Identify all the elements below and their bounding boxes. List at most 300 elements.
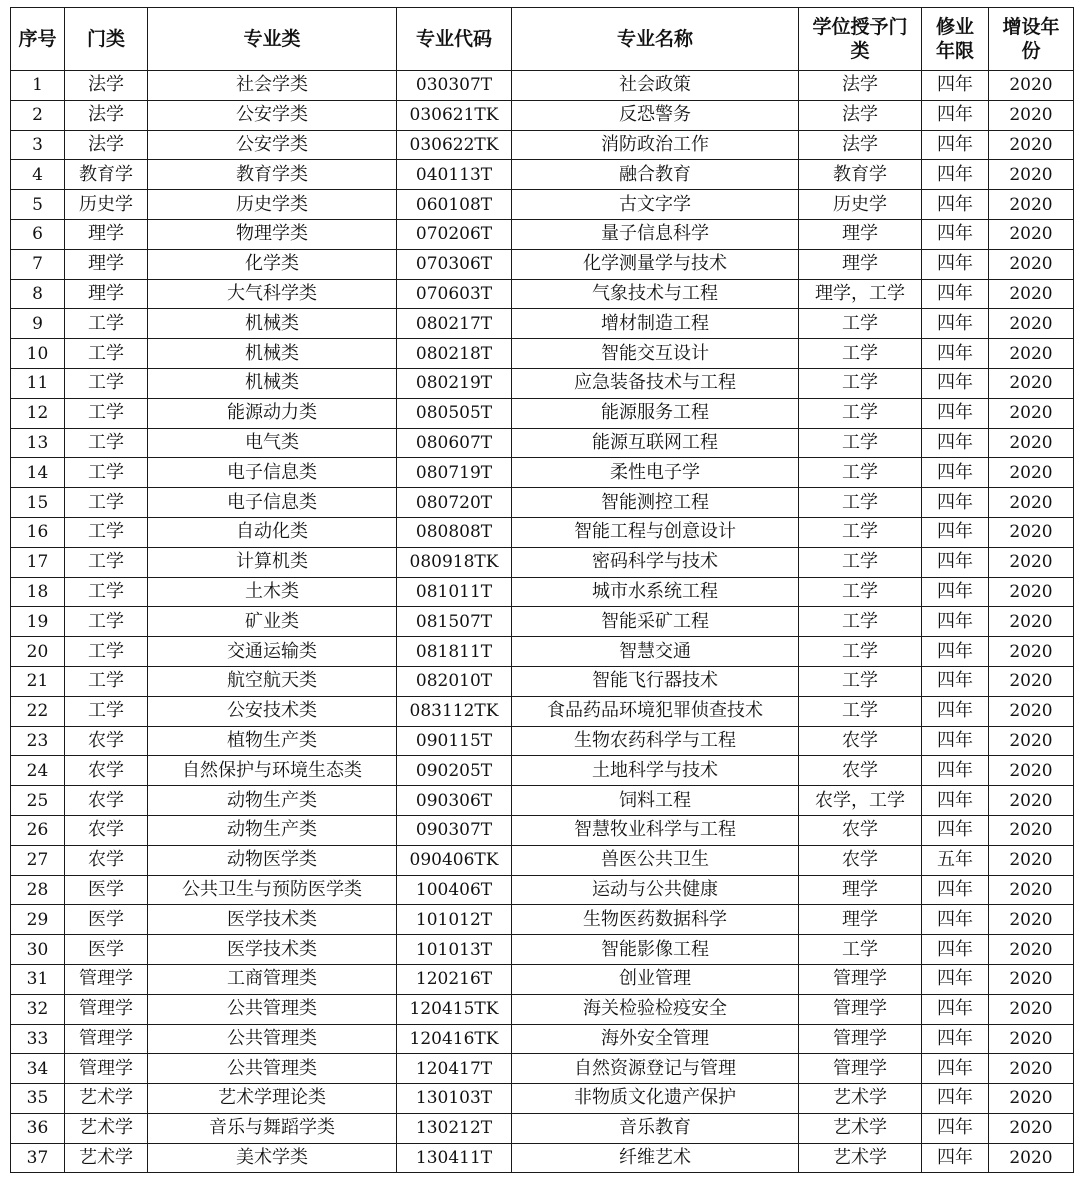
cell-degree-category: 工学 [799, 488, 922, 518]
cell-index: 31 [11, 964, 65, 994]
cell-discipline: 工学 [65, 637, 148, 667]
cell-major-class: 公共管理类 [148, 1024, 397, 1054]
cell-discipline: 历史学 [65, 190, 148, 220]
cell-degree-category: 农学，工学 [799, 786, 922, 816]
cell-degree-category: 工学 [799, 428, 922, 458]
cell-added-year: 2020 [989, 517, 1074, 547]
cell-degree-category: 工学 [799, 637, 922, 667]
cell-added-year: 2020 [989, 935, 1074, 965]
cell-degree-category: 工学 [799, 607, 922, 637]
cell-discipline: 农学 [65, 726, 148, 756]
cell-major-class: 历史学类 [148, 190, 397, 220]
cell-major-name: 社会政策 [512, 71, 799, 101]
table-row [11, 935, 1074, 965]
cell-added-year: 2020 [989, 1143, 1074, 1173]
table-row [11, 160, 1074, 190]
cell-study-years: 四年 [922, 905, 989, 935]
cell-index: 9 [11, 309, 65, 339]
cell-index: 4 [11, 160, 65, 190]
cell-major-code: 070306T [397, 249, 512, 279]
cell-major-class: 动物生产类 [148, 786, 397, 816]
cell-index: 7 [11, 249, 65, 279]
cell-index: 11 [11, 368, 65, 398]
cell-study-years: 四年 [922, 1054, 989, 1084]
cell-discipline: 理学 [65, 219, 148, 249]
cell-degree-category: 艺术学 [799, 1113, 922, 1143]
cell-degree-category: 理学，工学 [799, 279, 922, 309]
cell-major-class: 土木类 [148, 577, 397, 607]
cell-major-name: 纤维艺术 [512, 1143, 799, 1173]
cell-study-years: 四年 [922, 1084, 989, 1114]
cell-major-code: 090205T [397, 756, 512, 786]
cell-added-year: 2020 [989, 309, 1074, 339]
cell-degree-category: 工学 [799, 339, 922, 369]
table-row [11, 458, 1074, 488]
cell-major-class: 自然保护与环境生态类 [148, 756, 397, 786]
cell-degree-category: 工学 [799, 577, 922, 607]
cell-study-years: 四年 [922, 71, 989, 101]
cell-major-name: 创业管理 [512, 964, 799, 994]
cell-index: 15 [11, 488, 65, 518]
table-row [11, 666, 1074, 696]
cell-major-name: 食品药品环境犯罪侦查技术 [512, 696, 799, 726]
cell-degree-category: 工学 [799, 935, 922, 965]
cell-study-years: 四年 [922, 339, 989, 369]
cell-study-years: 四年 [922, 577, 989, 607]
cell-major-code: 101013T [397, 935, 512, 965]
cell-major-code: 030621TK [397, 100, 512, 130]
cell-study-years: 四年 [922, 100, 989, 130]
cell-index: 8 [11, 279, 65, 309]
cell-major-class: 化学类 [148, 249, 397, 279]
table-row [11, 786, 1074, 816]
cell-major-class: 公安学类 [148, 130, 397, 160]
cell-added-year: 2020 [989, 368, 1074, 398]
cell-index: 20 [11, 637, 65, 667]
cell-degree-category: 工学 [799, 309, 922, 339]
header-cell-major-code: 专业代码 [397, 8, 512, 71]
cell-major-code: 080505T [397, 398, 512, 428]
table-row [11, 994, 1074, 1024]
cell-study-years: 四年 [922, 726, 989, 756]
table-row [11, 71, 1074, 101]
table-header-row [11, 8, 1074, 71]
cell-discipline: 工学 [65, 666, 148, 696]
cell-major-class: 公共管理类 [148, 994, 397, 1024]
cell-degree-category: 农学 [799, 756, 922, 786]
cell-study-years: 四年 [922, 935, 989, 965]
cell-index: 14 [11, 458, 65, 488]
cell-index: 2 [11, 100, 65, 130]
cell-degree-category: 理学 [799, 905, 922, 935]
cell-added-year: 2020 [989, 279, 1074, 309]
cell-added-year: 2020 [989, 190, 1074, 220]
cell-study-years: 四年 [922, 696, 989, 726]
cell-major-code: 090406TK [397, 845, 512, 875]
cell-major-name: 增材制造工程 [512, 309, 799, 339]
cell-index: 25 [11, 786, 65, 816]
cell-study-years: 四年 [922, 815, 989, 845]
cell-added-year: 2020 [989, 100, 1074, 130]
table-row [11, 815, 1074, 845]
cell-index: 33 [11, 1024, 65, 1054]
cell-major-name: 智能交互设计 [512, 339, 799, 369]
cell-major-name: 土地科学与技术 [512, 756, 799, 786]
cell-major-name: 智能飞行器技术 [512, 666, 799, 696]
cell-major-code: 090115T [397, 726, 512, 756]
cell-major-name: 能源服务工程 [512, 398, 799, 428]
cell-index: 10 [11, 339, 65, 369]
header-cell-degree-category: 学位授予门类 [799, 8, 922, 71]
cell-added-year: 2020 [989, 607, 1074, 637]
cell-index: 1 [11, 71, 65, 101]
cell-degree-category: 管理学 [799, 964, 922, 994]
cell-major-code: 100406T [397, 875, 512, 905]
cell-major-class: 电子信息类 [148, 488, 397, 518]
header-cell-discipline: 门类 [65, 8, 148, 71]
cell-major-code: 090306T [397, 786, 512, 816]
cell-index: 30 [11, 935, 65, 965]
cell-major-code: 070206T [397, 219, 512, 249]
cell-major-code: 080808T [397, 517, 512, 547]
cell-added-year: 2020 [989, 458, 1074, 488]
cell-degree-category: 农学 [799, 815, 922, 845]
cell-degree-category: 理学 [799, 875, 922, 905]
cell-major-class: 公共卫生与预防医学类 [148, 875, 397, 905]
cell-degree-category: 工学 [799, 547, 922, 577]
cell-study-years: 四年 [922, 994, 989, 1024]
cell-major-code: 120417T [397, 1054, 512, 1084]
cell-major-code: 080219T [397, 368, 512, 398]
cell-study-years: 四年 [922, 368, 989, 398]
cell-major-class: 矿业类 [148, 607, 397, 637]
cell-major-class: 计算机类 [148, 547, 397, 577]
cell-major-code: 083112TK [397, 696, 512, 726]
cell-major-class: 航空航天类 [148, 666, 397, 696]
cell-index: 36 [11, 1113, 65, 1143]
cell-major-class: 工商管理类 [148, 964, 397, 994]
cell-study-years: 四年 [922, 249, 989, 279]
cell-added-year: 2020 [989, 1024, 1074, 1054]
cell-added-year: 2020 [989, 666, 1074, 696]
cell-major-code: 101012T [397, 905, 512, 935]
cell-major-name: 智能影像工程 [512, 935, 799, 965]
table-row [11, 637, 1074, 667]
cell-added-year: 2020 [989, 905, 1074, 935]
cell-index: 28 [11, 875, 65, 905]
cell-added-year: 2020 [989, 398, 1074, 428]
cell-major-name: 融合教育 [512, 160, 799, 190]
cell-major-code: 070603T [397, 279, 512, 309]
cell-discipline: 工学 [65, 488, 148, 518]
cell-major-code: 080218T [397, 339, 512, 369]
table-row [11, 547, 1074, 577]
cell-major-class: 机械类 [148, 339, 397, 369]
cell-major-class: 社会学类 [148, 71, 397, 101]
cell-discipline: 艺术学 [65, 1084, 148, 1114]
cell-major-class: 植物生产类 [148, 726, 397, 756]
table-row [11, 368, 1074, 398]
cell-added-year: 2020 [989, 547, 1074, 577]
header-cell-major-class: 专业类 [148, 8, 397, 71]
table-row [11, 964, 1074, 994]
cell-study-years: 四年 [922, 130, 989, 160]
cell-major-name: 智慧牧业科学与工程 [512, 815, 799, 845]
cell-added-year: 2020 [989, 1084, 1074, 1114]
cell-added-year: 2020 [989, 428, 1074, 458]
cell-degree-category: 工学 [799, 458, 922, 488]
cell-major-name: 非物质文化遗产保护 [512, 1084, 799, 1114]
table-row [11, 428, 1074, 458]
table-row [11, 1054, 1074, 1084]
cell-major-code: 081507T [397, 607, 512, 637]
cell-added-year: 2020 [989, 577, 1074, 607]
cell-discipline: 管理学 [65, 1054, 148, 1084]
cell-added-year: 2020 [989, 1113, 1074, 1143]
header-cell-added-year: 增设年份 [989, 8, 1074, 71]
cell-major-name: 生物农药科学与工程 [512, 726, 799, 756]
cell-study-years: 五年 [922, 845, 989, 875]
cell-added-year: 2020 [989, 786, 1074, 816]
cell-major-code: 080217T [397, 309, 512, 339]
cell-degree-category: 管理学 [799, 994, 922, 1024]
table-row [11, 696, 1074, 726]
header-cell-study-years: 修业年限 [922, 8, 989, 71]
cell-discipline: 工学 [65, 398, 148, 428]
cell-major-class: 公安学类 [148, 100, 397, 130]
cell-study-years: 四年 [922, 666, 989, 696]
cell-degree-category: 艺术学 [799, 1084, 922, 1114]
cell-major-name: 生物医药数据科学 [512, 905, 799, 935]
cell-degree-category: 法学 [799, 71, 922, 101]
cell-degree-category: 历史学 [799, 190, 922, 220]
cell-major-class: 动物医学类 [148, 845, 397, 875]
cell-study-years: 四年 [922, 190, 989, 220]
cell-major-code: 081011T [397, 577, 512, 607]
header-cell-major-name: 专业名称 [512, 8, 799, 71]
cell-discipline: 理学 [65, 249, 148, 279]
cell-discipline: 工学 [65, 696, 148, 726]
table-row [11, 726, 1074, 756]
cell-study-years: 四年 [922, 517, 989, 547]
table-row [11, 1143, 1074, 1173]
cell-added-year: 2020 [989, 219, 1074, 249]
cell-added-year: 2020 [989, 249, 1074, 279]
cell-discipline: 工学 [65, 309, 148, 339]
table-row [11, 190, 1074, 220]
cell-index: 3 [11, 130, 65, 160]
cell-major-code: 080918TK [397, 547, 512, 577]
cell-major-class: 教育学类 [148, 160, 397, 190]
cell-index: 29 [11, 905, 65, 935]
cell-major-code: 090307T [397, 815, 512, 845]
cell-study-years: 四年 [922, 1143, 989, 1173]
cell-study-years: 四年 [922, 547, 989, 577]
header-cell-index: 序号 [11, 8, 65, 71]
cell-major-code: 120415TK [397, 994, 512, 1024]
table-row [11, 577, 1074, 607]
cell-index: 17 [11, 547, 65, 577]
cell-degree-category: 工学 [799, 696, 922, 726]
cell-major-code: 082010T [397, 666, 512, 696]
cell-added-year: 2020 [989, 994, 1074, 1024]
cell-study-years: 四年 [922, 637, 989, 667]
cell-discipline: 法学 [65, 100, 148, 130]
cell-discipline: 医学 [65, 905, 148, 935]
cell-major-name: 运动与公共健康 [512, 875, 799, 905]
cell-major-code: 030622TK [397, 130, 512, 160]
cell-added-year: 2020 [989, 696, 1074, 726]
cell-study-years: 四年 [922, 1113, 989, 1143]
table-row [11, 219, 1074, 249]
cell-added-year: 2020 [989, 130, 1074, 160]
cell-major-class: 机械类 [148, 309, 397, 339]
cell-major-class: 物理学类 [148, 219, 397, 249]
cell-major-code: 080719T [397, 458, 512, 488]
cell-discipline: 农学 [65, 815, 148, 845]
table-row [11, 249, 1074, 279]
table-body [11, 71, 1074, 1173]
cell-major-class: 美术学类 [148, 1143, 397, 1173]
table-row [11, 339, 1074, 369]
cell-discipline: 农学 [65, 786, 148, 816]
cell-study-years: 四年 [922, 458, 989, 488]
cell-discipline: 工学 [65, 577, 148, 607]
cell-study-years: 四年 [922, 309, 989, 339]
cell-index: 16 [11, 517, 65, 547]
cell-major-name: 气象技术与工程 [512, 279, 799, 309]
cell-major-name: 音乐教育 [512, 1113, 799, 1143]
cell-added-year: 2020 [989, 815, 1074, 845]
cell-major-class: 电子信息类 [148, 458, 397, 488]
table-row [11, 279, 1074, 309]
cell-added-year: 2020 [989, 875, 1074, 905]
cell-index: 5 [11, 190, 65, 220]
table-row [11, 1084, 1074, 1114]
cell-added-year: 2020 [989, 726, 1074, 756]
cell-added-year: 2020 [989, 488, 1074, 518]
cell-major-name: 海外安全管理 [512, 1024, 799, 1054]
cell-major-name: 城市水系统工程 [512, 577, 799, 607]
cell-major-name: 柔性电子学 [512, 458, 799, 488]
table-row [11, 488, 1074, 518]
cell-discipline: 工学 [65, 368, 148, 398]
cell-degree-category: 工学 [799, 517, 922, 547]
cell-index: 27 [11, 845, 65, 875]
cell-discipline: 管理学 [65, 994, 148, 1024]
table-row [11, 905, 1074, 935]
table-row [11, 517, 1074, 547]
cell-major-name: 兽医公共卫生 [512, 845, 799, 875]
cell-degree-category: 农学 [799, 726, 922, 756]
cell-major-code: 080720T [397, 488, 512, 518]
cell-added-year: 2020 [989, 71, 1074, 101]
cell-major-class: 自动化类 [148, 517, 397, 547]
cell-major-class: 公共管理类 [148, 1054, 397, 1084]
cell-discipline: 法学 [65, 71, 148, 101]
table-row [11, 1024, 1074, 1054]
cell-study-years: 四年 [922, 279, 989, 309]
cell-added-year: 2020 [989, 845, 1074, 875]
cell-index: 22 [11, 696, 65, 726]
cell-major-name: 能源互联网工程 [512, 428, 799, 458]
cell-study-years: 四年 [922, 488, 989, 518]
cell-discipline: 工学 [65, 458, 148, 488]
table-row [11, 309, 1074, 339]
cell-discipline: 艺术学 [65, 1143, 148, 1173]
cell-study-years: 四年 [922, 786, 989, 816]
cell-discipline: 管理学 [65, 1024, 148, 1054]
cell-major-name: 自然资源登记与管理 [512, 1054, 799, 1084]
cell-major-code: 120416TK [397, 1024, 512, 1054]
cell-added-year: 2020 [989, 160, 1074, 190]
cell-index: 23 [11, 726, 65, 756]
cell-major-name: 密码科学与技术 [512, 547, 799, 577]
table-row [11, 398, 1074, 428]
table-row [11, 845, 1074, 875]
cell-major-class: 电气类 [148, 428, 397, 458]
cell-major-name: 应急装备技术与工程 [512, 368, 799, 398]
cell-added-year: 2020 [989, 637, 1074, 667]
cell-major-name: 饲料工程 [512, 786, 799, 816]
cell-study-years: 四年 [922, 756, 989, 786]
cell-major-class: 机械类 [148, 368, 397, 398]
cell-major-name: 智慧交通 [512, 637, 799, 667]
cell-added-year: 2020 [989, 1054, 1074, 1084]
cell-major-class: 医学技术类 [148, 935, 397, 965]
cell-index: 21 [11, 666, 65, 696]
cell-major-class: 艺术学理论类 [148, 1084, 397, 1114]
cell-discipline: 管理学 [65, 964, 148, 994]
cell-index: 12 [11, 398, 65, 428]
cell-discipline: 农学 [65, 845, 148, 875]
cell-degree-category: 法学 [799, 100, 922, 130]
cell-major-code: 130103T [397, 1084, 512, 1114]
table-row [11, 100, 1074, 130]
cell-degree-category: 管理学 [799, 1054, 922, 1084]
cell-discipline: 工学 [65, 339, 148, 369]
cell-discipline: 工学 [65, 517, 148, 547]
cell-major-name: 量子信息科学 [512, 219, 799, 249]
cell-index: 6 [11, 219, 65, 249]
cell-discipline: 艺术学 [65, 1113, 148, 1143]
cell-major-class: 音乐与舞蹈学类 [148, 1113, 397, 1143]
cell-index: 26 [11, 815, 65, 845]
cell-major-code: 120216T [397, 964, 512, 994]
cell-discipline: 医学 [65, 935, 148, 965]
cell-major-name: 消防政治工作 [512, 130, 799, 160]
cell-added-year: 2020 [989, 756, 1074, 786]
cell-major-code: 130411T [397, 1143, 512, 1173]
cell-discipline: 工学 [65, 607, 148, 637]
cell-study-years: 四年 [922, 875, 989, 905]
cell-degree-category: 工学 [799, 368, 922, 398]
table-row [11, 875, 1074, 905]
majors-table [10, 7, 1074, 1173]
cell-discipline: 教育学 [65, 160, 148, 190]
cell-major-name: 智能测控工程 [512, 488, 799, 518]
cell-study-years: 四年 [922, 160, 989, 190]
cell-study-years: 四年 [922, 1024, 989, 1054]
cell-index: 19 [11, 607, 65, 637]
cell-index: 34 [11, 1054, 65, 1084]
cell-major-code: 080607T [397, 428, 512, 458]
cell-major-name: 海关检验检疫安全 [512, 994, 799, 1024]
cell-degree-category: 艺术学 [799, 1143, 922, 1173]
cell-degree-category: 工学 [799, 398, 922, 428]
cell-discipline: 工学 [65, 547, 148, 577]
cell-index: 32 [11, 994, 65, 1024]
